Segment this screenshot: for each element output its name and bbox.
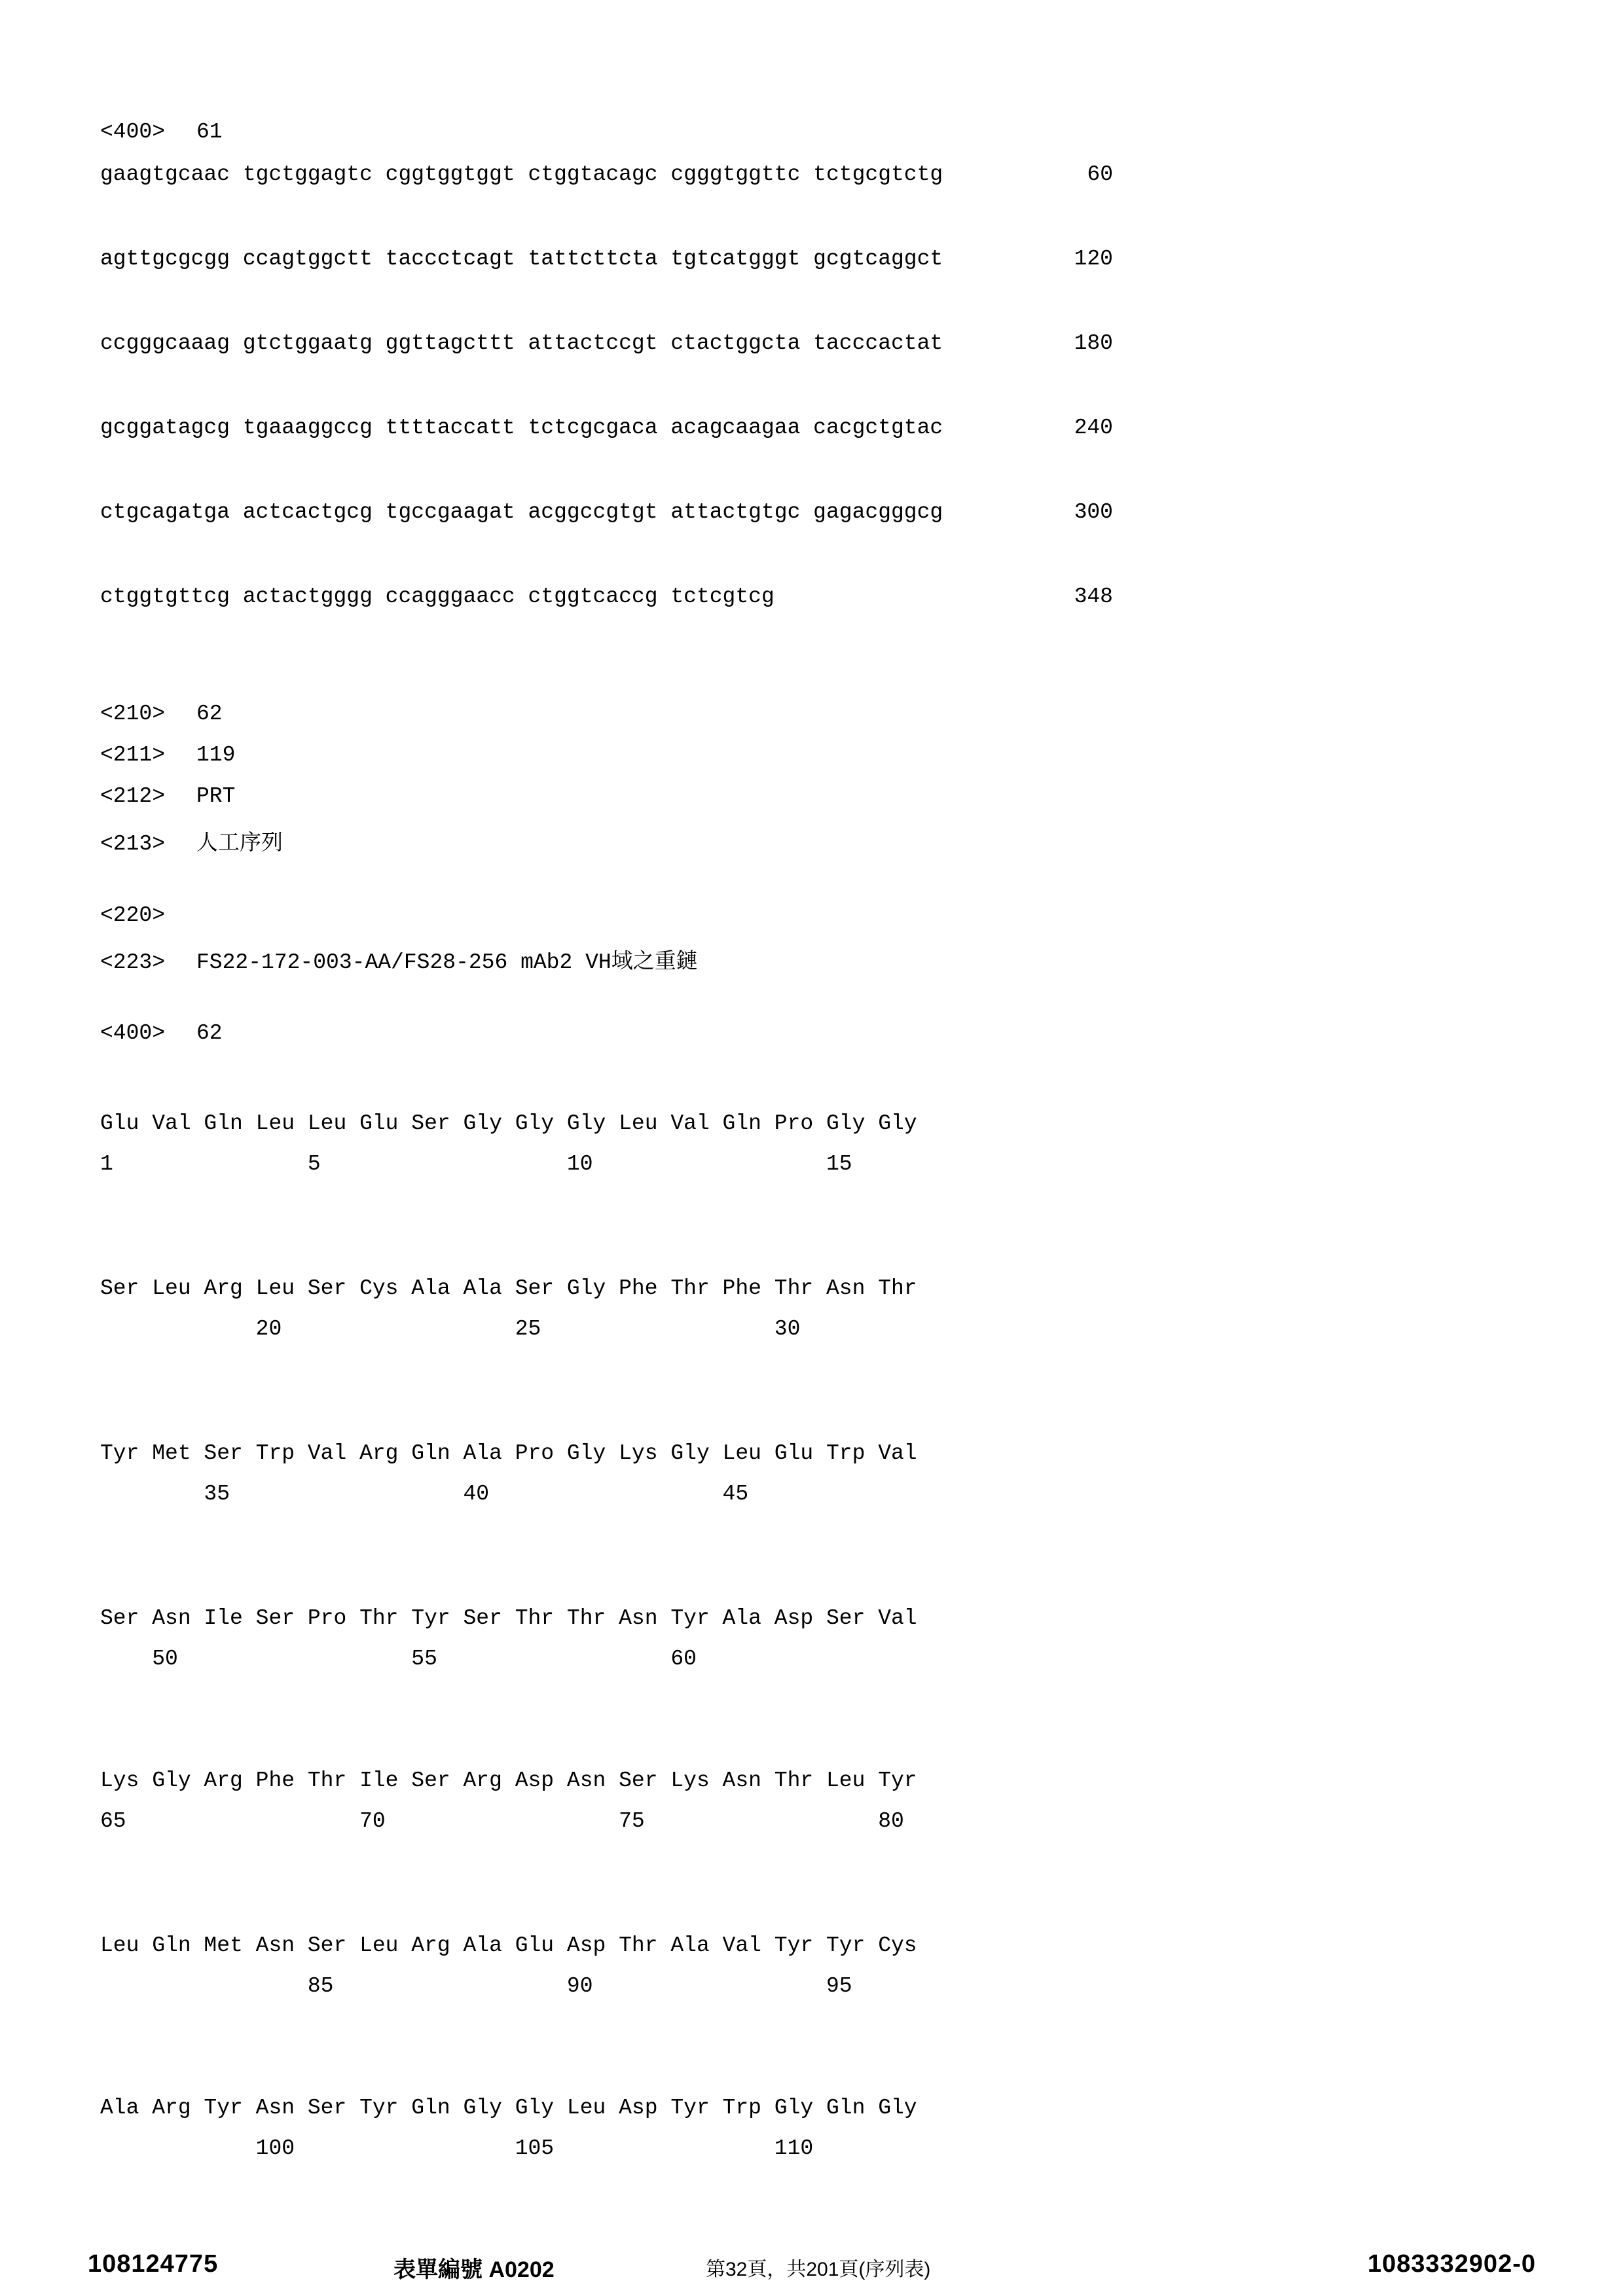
protein-row — [100, 1268, 917, 1350]
application-number: 108124775 — [88, 2250, 219, 2278]
meta-row-211 — [100, 743, 283, 784]
seq61-header — [100, 120, 223, 161]
seq62-header-tag: <400> — [100, 1021, 166, 1045]
dna-sequence-text: gcggatagcg tgaaaggccg ttttaccatt tctcgcgaca acagcaagaa cacgctgtac — [100, 416, 943, 440]
tag-value: 人工序列 — [196, 832, 283, 856]
protein-position-numbers: 100 105 110 — [100, 2136, 814, 2161]
dna-sequence-text: ccgggcaaag gtctggaatg ggttagcttt attactccgt ctactggcta tacccactat — [100, 331, 943, 355]
page-footer — [0, 2250, 1623, 2283]
protein-position-numbers: 1 5 10 15 — [100, 1152, 852, 1176]
feature-row-223 — [100, 944, 698, 984]
dna-line-number: 120 — [1074, 247, 1113, 271]
meta-row-210 — [100, 702, 283, 743]
dna-line-number: 60 — [1087, 162, 1113, 187]
dna-sequence-text: ctgcagatga actcactgcg tgccgaagat acggccgtgt attactgtgc gagacgggcg — [100, 500, 943, 524]
dna-line-number: 300 — [1074, 500, 1113, 524]
feature-row-220 — [100, 903, 698, 944]
tag-label: <212> — [100, 784, 166, 808]
dna-sequence-text: ctggtgttcg actactgggg ccagggaacc ctggtcaccg tctcgtcg — [100, 584, 775, 609]
protein-residues: Ala Arg Tyr Asn Ser Tyr Gln Gly Gly Leu Asp Tyr Trp Gly Gln Gly — [100, 2096, 917, 2120]
seq62-meta-block — [100, 702, 283, 867]
protein-row — [100, 1761, 917, 1842]
dna-sequence-text: agttgcgcgg ccagtggctt taccctcagt tattcttcta tgtcatgggt gcgtcaggct — [100, 247, 943, 271]
protein-row — [100, 2088, 917, 2169]
protein-row — [100, 1433, 917, 1515]
seq62-feature-block — [100, 903, 698, 984]
tag-label: <213> — [100, 832, 166, 856]
protein-row — [100, 1598, 917, 1679]
tag-value: 119 — [196, 743, 236, 767]
protein-position-numbers: 85 90 95 — [100, 1974, 852, 1998]
tag-label: <223> — [100, 950, 166, 975]
protein-position-numbers: 65 70 75 80 — [100, 1809, 904, 1833]
tag-value: PRT — [196, 784, 236, 808]
dna-line-number: 348 — [1074, 584, 1113, 609]
document-number: 1083332902-0 — [1367, 2250, 1536, 2278]
protein-residues: Glu Val Gln Leu Leu Glu Ser Gly Gly Gly Leu Val Gln Pro Gly Gly — [100, 1111, 917, 1136]
tag-value: 62 — [196, 702, 223, 726]
page-info: 第32頁，共201頁(序列表) — [706, 2259, 931, 2280]
meta-row-213 — [100, 825, 283, 867]
seq61-header-tag: <400> — [100, 120, 166, 144]
seq62-header-value: 62 — [196, 1021, 223, 1045]
tag-label: <220> — [100, 903, 166, 927]
protein-residues: Lys Gly Arg Phe Thr Ile Ser Arg Asp Asn Ser Lys Asn Thr Leu Tyr — [100, 1768, 917, 1793]
protein-residues: Ser Leu Arg Leu Ser Cys Ala Ala Ser Gly Phe Thr Phe Thr Asn Thr — [100, 1276, 917, 1300]
protein-residues: Ser Asn Ile Ser Pro Thr Tyr Ser Thr Thr Asn Tyr Ala Asp Ser Val — [100, 1606, 917, 1630]
tag-label: <210> — [100, 702, 166, 726]
meta-row-212 — [100, 784, 283, 825]
protein-residues: Tyr Met Ser Trp Val Arg Gln Ala Pro Gly Lys Gly Leu Glu Trp Val — [100, 1441, 917, 1465]
seq61-header-value: 61 — [196, 120, 223, 144]
tag-label: <211> — [100, 743, 166, 767]
tag-value: FS22-172-003-AA/FS28-256 mAb2 VH域之重鏈 — [196, 950, 698, 975]
seq62-header — [100, 1021, 223, 1062]
protein-position-numbers: 50 55 60 — [100, 1647, 697, 1671]
protein-residues: Leu Gln Met Asn Ser Leu Arg Ala Glu Asp Thr Ala Val Tyr Tyr Cys — [100, 1933, 917, 1958]
protein-position-numbers: 20 25 30 — [100, 1317, 801, 1341]
protein-row — [100, 1926, 917, 2007]
dna-line-number: 180 — [1074, 331, 1113, 355]
protein-position-numbers: 35 40 45 — [100, 1482, 749, 1506]
dna-line-number: 240 — [1074, 416, 1113, 440]
form-number: 表單編號 A0202 — [393, 2257, 555, 2282]
protein-row — [100, 1103, 917, 1185]
dna-sequence-text: gaagtgcaac tgctggagtc cggtggtggt ctggtacagc cgggtggttc tctgcgtctg — [100, 162, 943, 187]
